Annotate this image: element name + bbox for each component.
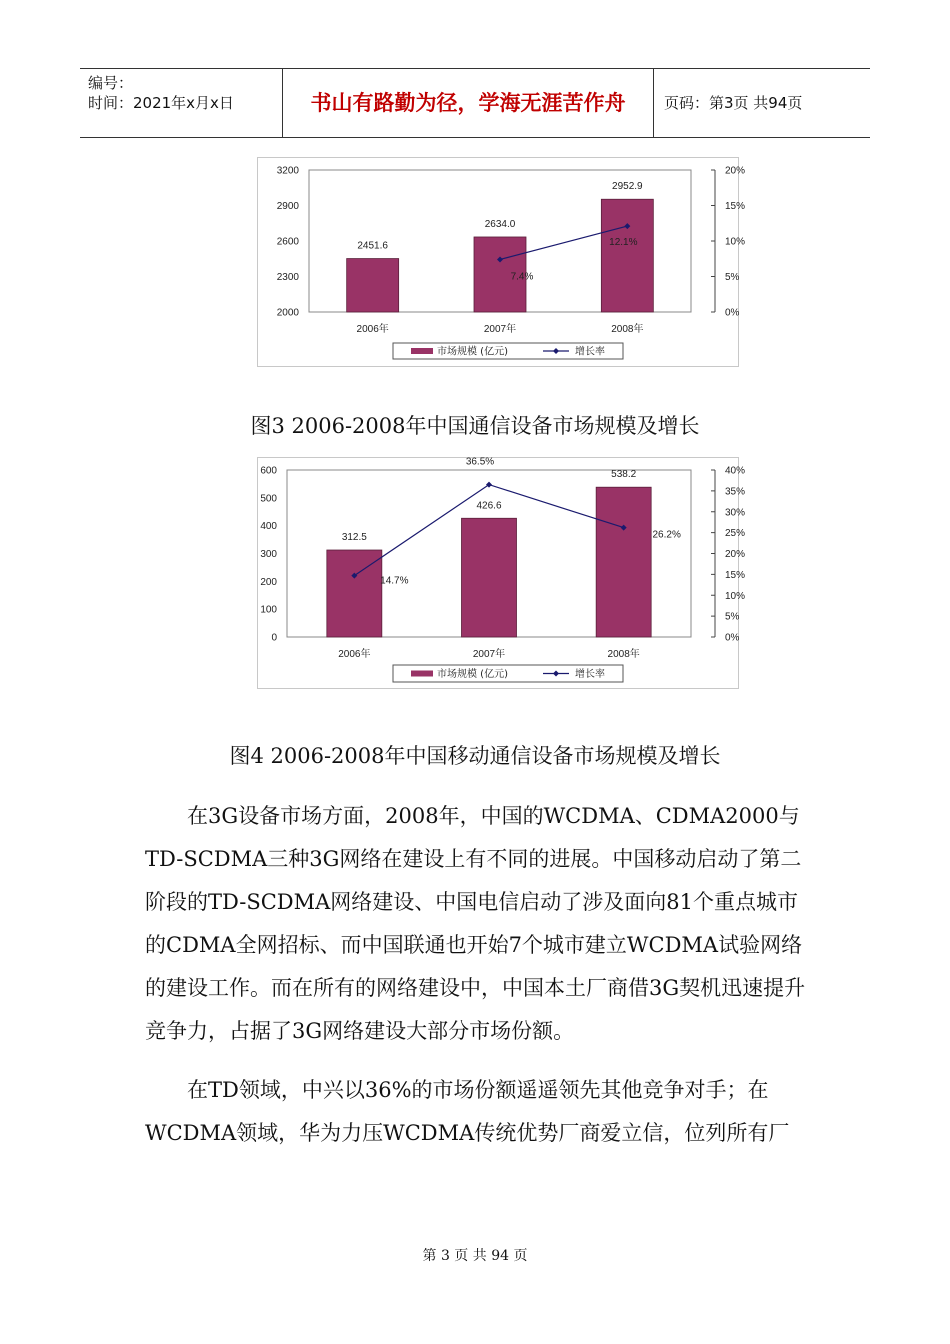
growth-value-label: 14.7%: [380, 575, 409, 587]
y2-tick-label: 0%: [725, 307, 740, 319]
y2-tick-label: 40%: [725, 465, 746, 477]
x-tick-label: 2008年: [607, 649, 640, 660]
y2-tick-label: 20%: [725, 165, 746, 177]
y-tick-label: 2600: [276, 236, 299, 248]
y2-tick-label: 15%: [725, 569, 746, 581]
legend-label-bar: 市场规模 (亿元): [437, 669, 508, 680]
bar-value-label: 2634.0: [484, 218, 516, 230]
y-tick-label: 2300: [276, 272, 299, 283]
figure-4-svg: [257, 456, 746, 689]
bar-value-label: 2451.6: [357, 240, 388, 252]
figure-3-caption: 图3 2006-2008年中国通信设备市场规模及增长: [250, 414, 700, 438]
growth-value-label: 7.4%: [510, 271, 534, 283]
y2-tick-label: 35%: [725, 486, 746, 498]
legend-label-line: 增长率: [575, 346, 605, 358]
x-tick-label: 2007年: [483, 324, 517, 335]
legend-swatch-bar: [411, 348, 433, 354]
time-label: 时间：2021年x月x日: [88, 94, 234, 112]
figure-4-chart: [257, 456, 746, 689]
bar: [596, 487, 651, 637]
figure-3-svg: [257, 157, 746, 367]
bar-value-label: 312.5: [341, 532, 367, 544]
y-tick-label: 400: [260, 521, 277, 533]
bar-value-label: 426.6: [476, 500, 502, 512]
y-tick-label: 300: [260, 549, 277, 560]
header-meta: [80, 69, 282, 137]
x-tick-label: 2008年: [611, 324, 644, 335]
y2-tick-label: 5%: [725, 611, 740, 623]
bar: [601, 199, 653, 312]
paragraph-2: 在TD领域，中兴以36%的市场份额遥遥领先其他竞争对手；在WCDMA领域，华为力压WCDMA传统优势厂商爱立信，位列所有厂: [145, 1078, 790, 1145]
y2-tick-label: 0%: [725, 632, 740, 644]
y2-tick-label: 15%: [725, 201, 746, 212]
header-page-info: 页码：第3页 共94页: [664, 94, 803, 112]
y-tick-label: 2000: [276, 307, 299, 319]
bar: [347, 259, 399, 312]
x-tick-label: 2006年: [338, 649, 371, 660]
y-tick-label: 200: [260, 576, 277, 588]
page-header: [80, 68, 870, 138]
x-tick-label: 2006年: [356, 324, 389, 335]
figure-3-chart: [257, 157, 746, 367]
y-tick-label: 0: [271, 632, 277, 644]
bar-value-label: 2952.9: [612, 181, 643, 193]
y2-tick-label: 10%: [725, 236, 746, 248]
number-label: 编号：: [88, 74, 134, 92]
legend-label-line: 增长率: [575, 669, 605, 680]
y2-tick-label: 10%: [725, 590, 746, 602]
growth-value-label: 12.1%: [609, 237, 638, 249]
y-tick-label: 500: [260, 493, 277, 505]
legend-swatch-bar: [411, 671, 433, 677]
page-footer: 第 3 页 共 94 页: [422, 1248, 528, 1264]
y2-tick-label: 20%: [725, 549, 746, 560]
y-tick-label: 2900: [276, 201, 299, 212]
growth-value-label: 36.5%: [465, 456, 495, 468]
body-text: [145, 795, 815, 1155]
x-tick-label: 2007年: [472, 649, 506, 660]
y-tick-label: 600: [260, 465, 277, 477]
paragraph-1: 在3G设备市场方面，2008年，中国的WCDMA、CDMA2000与TD-SCDMA三种3G网络在建设上有不同的进展。中国移动启动了第二阶段的TD-SCDMA网络建设、中国电信启动了涉及面向81个重点城市的CDMA全网招标、而中国联通也开始7个城市建立WCDMA试验网络的建设工作。而在所有的网络建设中，中国本土厂商借3G契机迅速提升竞争力，占据了3G网络建设大部分市场份额。: [145, 804, 806, 1043]
y2-tick-label: 25%: [725, 528, 746, 540]
bar-value-label: 538.2: [611, 469, 637, 481]
y2-tick-label: 5%: [725, 272, 740, 283]
legend-label-bar: 市场规模 (亿元): [437, 346, 508, 358]
figure-4-caption: 图4 2006-2008年中国移动通信设备市场规模及增长: [229, 744, 721, 768]
y-tick-label: 3200: [276, 165, 299, 177]
y-tick-label: 100: [260, 604, 277, 616]
growth-value-label: 26.2%: [652, 529, 681, 541]
bar: [462, 518, 517, 637]
y2-tick-label: 30%: [725, 507, 746, 519]
header-motto: 书山有路勤为径，学海无涯苦作舟: [282, 69, 654, 137]
